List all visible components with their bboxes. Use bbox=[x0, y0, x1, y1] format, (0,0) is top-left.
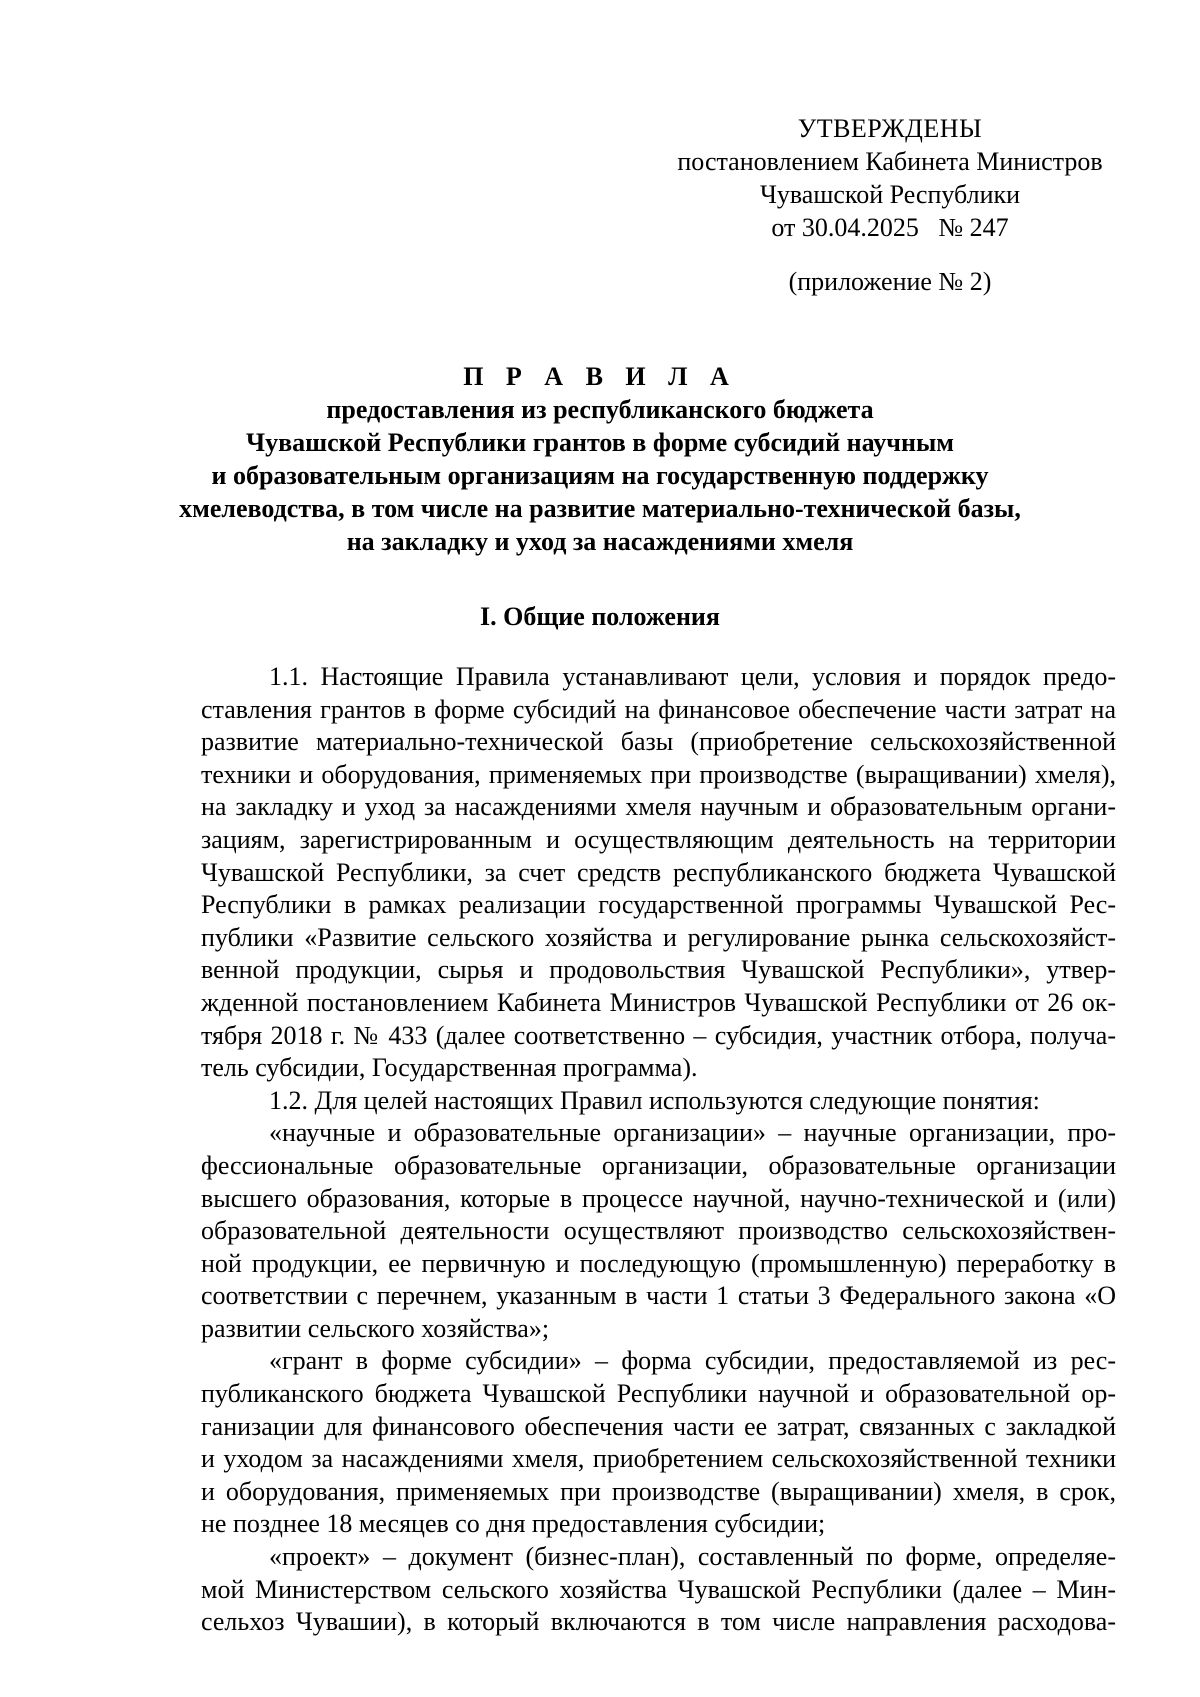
text-line: тября 2018 г. № 433 (далее соответственно – субсидия, участник отбора, получа- bbox=[201, 1020, 1116, 1050]
text-line: развитии сельского хозяйства»; bbox=[201, 1313, 550, 1343]
text-line: соответствии с перечнем, указанным в части 1 статьи 3 Федерального закона «О bbox=[201, 1281, 1116, 1311]
text-line: зациям, зарегистрированным и осуществляющим деятельность на территории bbox=[201, 824, 1116, 854]
title-line: хмелеводства, в том числе на развитие материально-технической базы, bbox=[179, 494, 1021, 523]
text-line: на закладку и уход за насаждениями хмеля научным и образовательным органи- bbox=[201, 792, 1116, 822]
text-line: публики «Развитие сельского хозяйства и регулирование рынка сельскохозяйст- bbox=[201, 922, 1116, 952]
text-line: техники и оборудования, применяемых при производстве (выращивании) хмеля), bbox=[201, 759, 1116, 789]
text-line: 1.2. Для целей настоящих Правил используются следующие понятия: bbox=[269, 1085, 1040, 1115]
text-line: и оборудования, применяемых при производстве (выращивании) хмеля, в срок, bbox=[201, 1476, 1116, 1506]
text-line: жденной постановлением Кабинета Министров Чувашской Республики от 26 ок- bbox=[201, 987, 1116, 1017]
title-line: на закладку и уход за насаждениями хмеля bbox=[346, 527, 854, 556]
text-line: ной продукции, ее первичную и последующую (промышленную) переработку в bbox=[201, 1248, 1116, 1278]
text-line: публиканского бюджета Чувашской Республики научной и образовательной ор- bbox=[201, 1379, 1116, 1409]
body-text bbox=[201, 661, 1116, 1639]
text-line: 1.1. Настоящие Правила устанавливают цели, условия и порядок предо- bbox=[269, 662, 1116, 691]
text-line: тель субсидии, Государственная программа). bbox=[201, 1053, 698, 1083]
approval-line: Чувашской Республики bbox=[759, 180, 1021, 209]
text-line: Чувашской Республики, за счет средств республиканского бюджета Чувашской bbox=[201, 857, 1116, 887]
approval-line: УТВЕРЖДЕНЫ bbox=[797, 114, 983, 143]
text-line: мой Министерством сельского хозяйства Чувашской Республики (далее – Мин- bbox=[201, 1574, 1116, 1604]
title-line: предоставления из республиканского бюджета bbox=[326, 395, 874, 424]
text-line: развитие материально-технической базы (приобретение сельскохозяйственной bbox=[201, 727, 1116, 757]
title-line: и образовательным организациям на государственную поддержку bbox=[211, 461, 989, 490]
appendix-note: (приложение № 2) bbox=[788, 267, 992, 296]
text-line: не позднее 18 месяцев со дня предоставления субсидии; bbox=[201, 1509, 826, 1539]
approval-line: от 30.04.2025 № 247 bbox=[771, 213, 1009, 242]
text-line: фессиональные образовательные организации, образовательные организации bbox=[201, 1150, 1116, 1180]
text-line: ставления грантов в форме субсидий на финансовое обеспечение части затрат на bbox=[201, 694, 1116, 724]
text-line: образовательной деятельности осуществляют производство сельскохозяйствен- bbox=[201, 1216, 1116, 1246]
title-word: П Р А В И Л А bbox=[463, 362, 737, 391]
section-heading: I. Общие положения bbox=[480, 602, 720, 631]
text-line: «проект» – документ (бизнес-план), составленный по форме, определяе- bbox=[269, 1542, 1116, 1572]
text-line: ганизации для финансового обеспечения части ее затрат, связанных с закладкой bbox=[201, 1411, 1116, 1441]
text-line: «научные и образовательные организации» – научные организации, про- bbox=[269, 1118, 1116, 1148]
approval-line: постановлением Кабинета Министров bbox=[677, 147, 1103, 176]
text-line: «грант в форме субсидии» – форма субсидии, предоставляемой из рес- bbox=[269, 1346, 1116, 1376]
text-line: венной продукции, сырья и продовольствия Чувашской Республики», утвер- bbox=[201, 955, 1116, 985]
text-line: сельхоз Чувашии), в который включаются в том числе направления расходова- bbox=[201, 1607, 1116, 1637]
text-line: высшего образования, которые в процессе научной, научно-технической и (или) bbox=[201, 1183, 1116, 1213]
title-line: Чувашской Республики грантов в форме субсидий научным bbox=[246, 428, 954, 457]
document-title bbox=[170, 360, 1030, 558]
text-line: и уходом за насаждениями хмеля, приобретением сельскохозяйственной техники bbox=[201, 1444, 1116, 1474]
text-line: Республики в рамках реализации государственной программы Чувашской Рес- bbox=[201, 890, 1116, 920]
approval-stamp bbox=[650, 112, 1130, 244]
